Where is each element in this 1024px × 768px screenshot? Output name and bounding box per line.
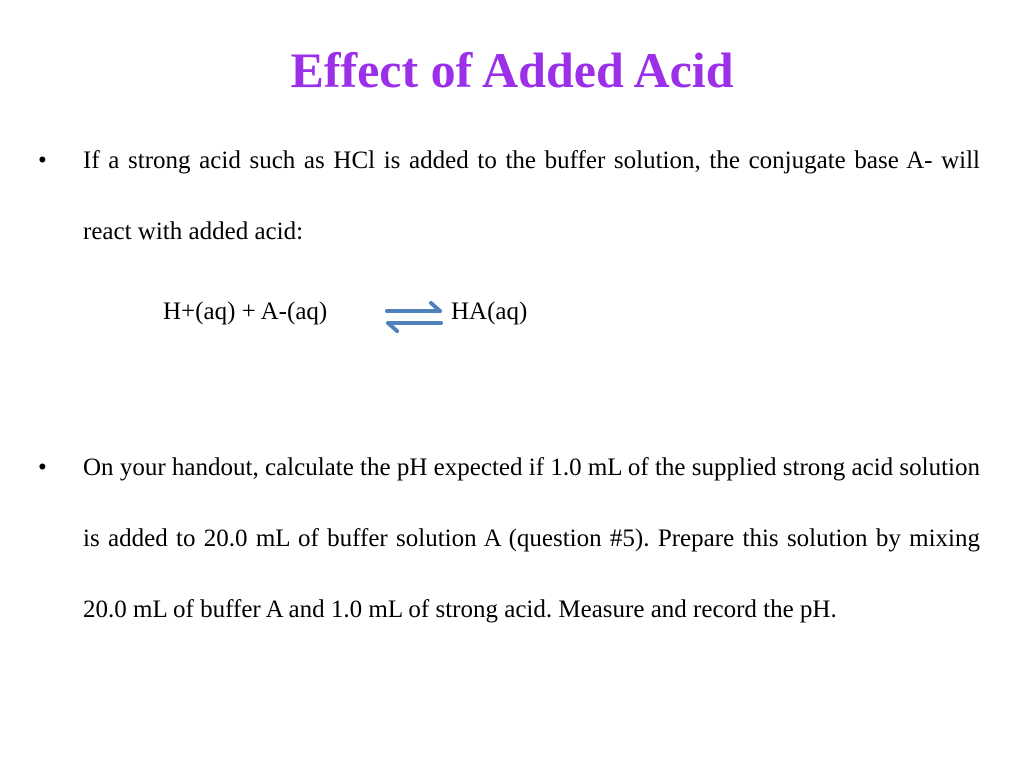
bullet-marker-1: •: [38, 147, 47, 174]
equation-reactants: H+(aq) + A-(aq): [163, 298, 328, 325]
bullet-marker-2: •: [38, 454, 47, 481]
equilibrium-arrows-icon: [383, 298, 445, 334]
slide-title: Effect of Added Acid: [290, 42, 734, 98]
bullet-text-2: On your handout, calculate the pH expected if 1.0 mL of the supplied strong acid solution is added to 20.0 mL of buffer solution A (question #5). Prepare this solution by mixing 20.0 mL of buffer A and 1.0 mL of strong acid. Measure and record the pH.: [83, 454, 980, 623]
equation-products: HA(aq): [451, 298, 528, 325]
bullet-text-1: If a strong acid such as HCl is added to the buffer solution, the conjugate base A- will react with added acid:: [83, 147, 980, 245]
